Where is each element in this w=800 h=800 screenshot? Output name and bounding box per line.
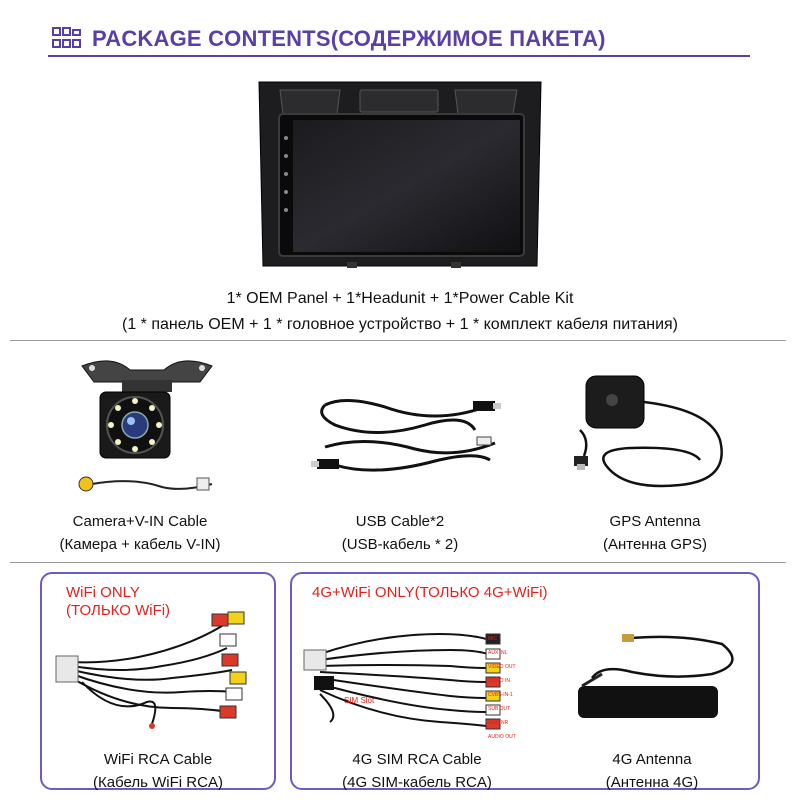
lte-antenna-caption-ru: (Антенна 4G): [605, 774, 699, 791]
gps-antenna-image: [570, 370, 740, 500]
gps-caption-ru: (Антенна GPS): [602, 536, 708, 553]
wifi-rca-caption-en: WiFi RCA Cable: [103, 751, 213, 768]
sim-slot-label: SIM Slot: [344, 696, 375, 705]
package-grid-icon: [52, 27, 82, 51]
camera-image: [72, 352, 222, 502]
page-title: PACKAGE CONTENTS(СОДЕРЖИМОЕ ПАКЕТА): [92, 26, 606, 51]
lte-sim-rca-caption-ru: (4G SIM-кабель RCA): [342, 774, 492, 791]
wifi-only-box: [40, 572, 276, 790]
port-label: SUB OUT: [488, 706, 511, 712]
camera-caption-en: Camera+V-IN Cable: [72, 513, 208, 530]
header-underline: [48, 55, 750, 57]
divider-1: [10, 340, 786, 341]
headunit-panel-image: [255, 76, 545, 271]
main-caption-ru: (1 * панель OEM + 1 * головное устройство + 1 * комплект кабеля питания): [121, 316, 678, 333]
divider-2: [10, 562, 786, 563]
port-label: CVBS-IN-1: [488, 692, 513, 698]
lte-wifi-label: 4G+WiFi ONLY(ТОЛЬКО 4G+WiFi): [312, 584, 548, 601]
usb-caption-ru: (USB-кабель * 2): [341, 536, 459, 553]
usb-cable-image: [315, 385, 505, 480]
port-label: MIC: [488, 636, 498, 642]
wifi-rca-caption: [42, 748, 274, 794]
port-label: AUX INL: [488, 650, 508, 656]
header: [0, 0, 800, 60]
port-label: VIDEO OUT: [488, 664, 516, 670]
port-label: AUDIO OUT: [488, 734, 516, 740]
gps-caption: [545, 510, 765, 556]
port-label: AUX INR: [488, 720, 509, 726]
gps-caption-en: GPS Antenna: [609, 513, 701, 530]
wifi-only-label-line2: (ТОЛЬКО WiFi): [66, 602, 171, 619]
usb-caption-en: USB Cable*2: [355, 513, 445, 530]
wifi-rca-cable-image: [52, 604, 262, 734]
lte-sim-rca-caption: [292, 748, 542, 794]
wifi-only-label-line1: WiFi ONLY: [66, 584, 140, 601]
wifi-rca-caption-ru: (Кабель WiFi RCA): [93, 774, 223, 791]
usb-caption: [290, 510, 510, 556]
lte-sim-rca-caption-en: 4G SIM RCA Cable: [352, 751, 482, 768]
lte-antenna-image: [562, 624, 742, 734]
lte-antenna-caption-en: 4G Antenna: [612, 751, 692, 768]
rca-port-labels: [488, 632, 528, 744]
lte-wifi-box: [290, 572, 760, 790]
camera-caption: [20, 510, 260, 556]
lte-antenna-caption: [562, 748, 742, 794]
main-caption-en: 1* OEM Panel + 1*Headunit + 1*Power Cable Kit: [226, 290, 574, 307]
camera-caption-ru: (Камера + кабель V-IN): [59, 536, 221, 553]
main-item-caption: [40, 286, 760, 338]
port-label: VIDEO IN: [488, 678, 510, 684]
